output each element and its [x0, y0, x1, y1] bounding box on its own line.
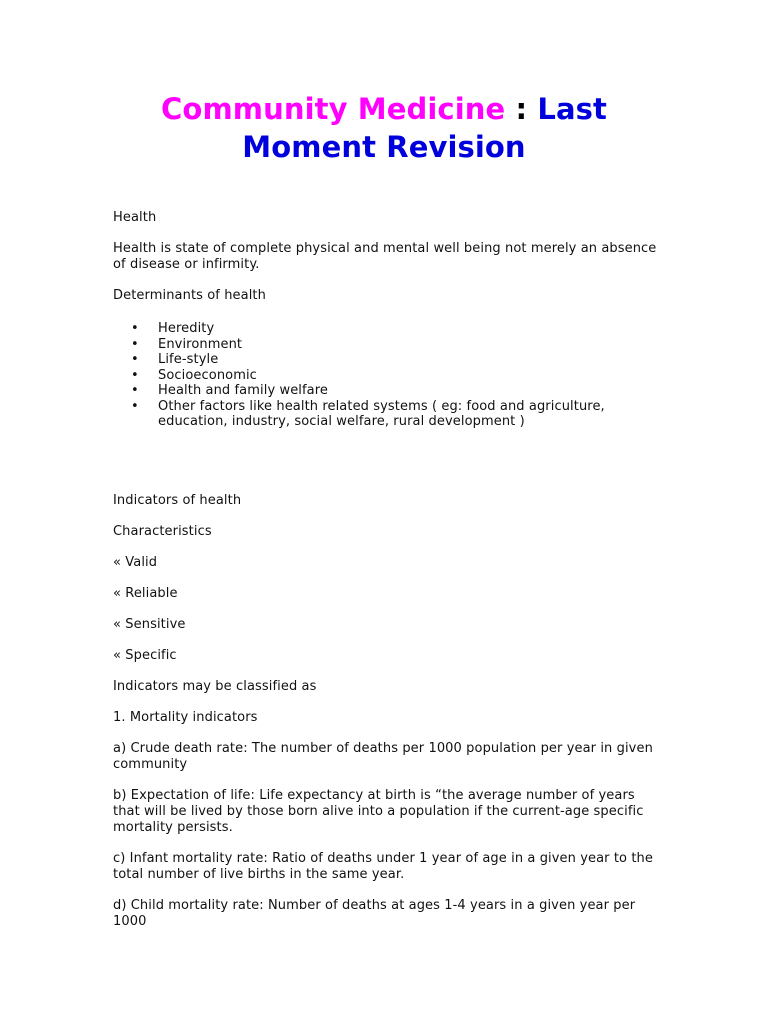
list-item: • Socioeconomic: [131, 367, 257, 383]
characteristic-item: « Sensitive: [113, 616, 186, 632]
characteristic-item: « Specific: [113, 647, 177, 663]
list-item: • Environment: [131, 336, 243, 352]
mortality-item-expectation-of-life: b) Expectation of life: Life expectancy at birth is “the average number of years that will be lived by those born alive into a population if the current-age specific mortality persists.: [113, 787, 644, 835]
mortality-item-crude-death-rate: a) Crude death rate: The number of deaths per 1000 population per year in given community: [113, 740, 653, 772]
characteristics-heading: Characteristics: [113, 523, 212, 539]
document-title: [100, 90, 668, 166]
list-item: • Heredity: [131, 321, 215, 336]
bullet-icon: •: [131, 383, 139, 398]
bullet-icon: •: [131, 352, 139, 367]
determinants-heading: Determinants of health: [113, 288, 266, 303]
bullet-icon: •: [131, 336, 139, 352]
list-item: • Health and family welfare: [131, 383, 329, 398]
bullet-icon: •: [131, 398, 139, 414]
indicators-heading: Indicators of health: [113, 492, 242, 508]
mortality-item-infant-mortality-rate: c) Infant mortality rate: Ratio of deaths under 1 year of age in a given year to the total number of live births in the same year.: [113, 850, 653, 882]
title-part-community-medicine: Community Medicine: [161, 92, 506, 126]
title-part-moment-revision: Moment Revision: [242, 130, 526, 164]
characteristic-item: « Reliable: [113, 585, 178, 601]
characteristic-item: « Valid: [113, 554, 158, 570]
list-item: • Other factors like health related systems ( eg: food and agriculture, education, industry, social welfare, rural development ): [131, 398, 605, 429]
health-definition: Health is state of complete physical and mental well being not merely an absence of disease or infirmity.: [113, 241, 657, 272]
mortality-item-child-mortality-rate: d) Child mortality rate: Number of deaths at ages 1-4 years in a given year per 1000: [113, 897, 636, 929]
document-body: [113, 210, 658, 945]
title-part-last: Last: [537, 92, 607, 126]
bullet-icon: •: [131, 321, 139, 336]
determinants-list: [113, 321, 658, 430]
health-heading: Health: [113, 210, 157, 225]
bullet-icon: •: [131, 367, 139, 383]
list-item: • Life-style: [131, 352, 219, 367]
mortality-heading: 1. Mortality indicators: [113, 709, 258, 725]
title-separator: :: [505, 92, 538, 126]
classification-intro: Indicators may be classified as: [113, 678, 317, 694]
